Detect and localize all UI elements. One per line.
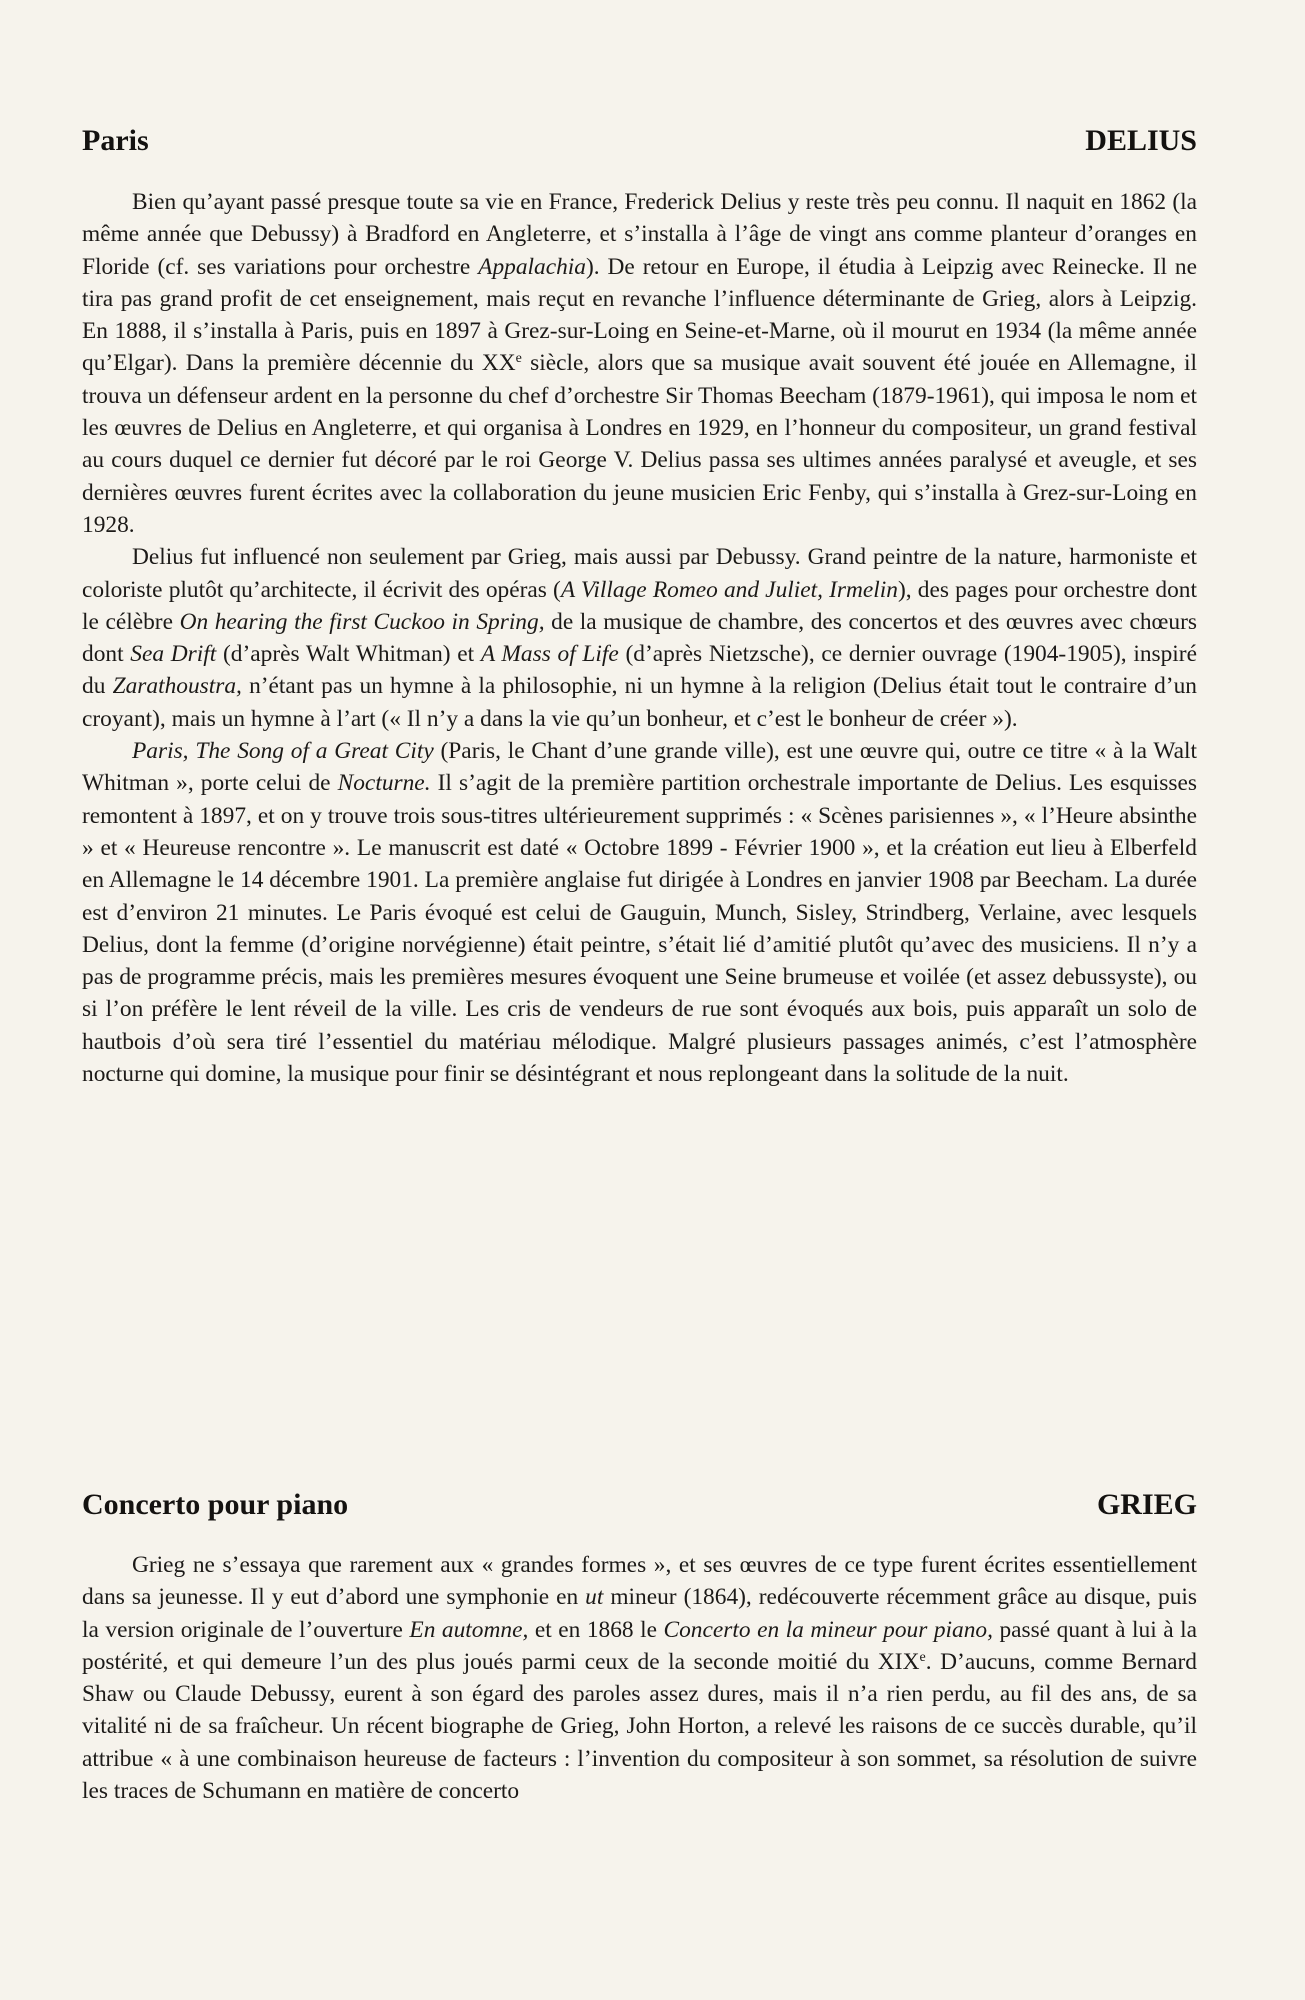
- text-run: (Paris, le Chant d’une grande ville), est une œuvre qui, outre ce titre « à la Walt Whitman », porte celui de: [82, 738, 1197, 797]
- composer-name-grieg: GRIEG: [1096, 1488, 1197, 1521]
- italic-title: Zarathoustra,: [112, 673, 242, 700]
- text-run: (d’après Nietzsche), ce dernier ouvrage (1904-1905), inspiré du: [82, 641, 1197, 700]
- text-run: Grieg ne s’essaya que rarement aux « grandes formes », et ses œuvres de ce type furent écrites essentiellement dans sa jeunesse. Il y eut d’abord une symphonie en: [82, 1552, 1197, 1611]
- paragraph: [82, 541, 1197, 735]
- italic-title: On hearing the first Cuckoo in Spring,: [179, 608, 545, 635]
- text-run: n’étant pas un hymne à la philosophie, ni un hymne à la religion (Delius était tout le contraire d’un croyant), mais un hymne à l’art (« Il n’y a dans la vie qu’un bonheur, et c’est le bonheur de créer »).: [82, 673, 1197, 732]
- text-run: (d’après Walt Whitman) et: [216, 641, 481, 668]
- italic-title: En automne,: [409, 1616, 529, 1643]
- section-header-grieg: [82, 1488, 1197, 1522]
- work-title-paris: Paris: [82, 124, 149, 157]
- superscript: e: [919, 1649, 926, 1665]
- paragraph: [82, 1549, 1197, 1807]
- document-page: [82, 0, 1197, 2000]
- text-run: Bien qu’ayant passé presque toute sa vie en France, Frederick Delius y reste très peu connu. Il naquit en 1862 (la même année que Debussy) à Bradford en Angleterre, et s’installa à l’âge de vingt ans comme planteur d’oranges en Floride (cf. ses variations pour orchestre: [82, 189, 1197, 280]
- superscript: e: [515, 351, 522, 367]
- text-run: et en 1868 le: [528, 1616, 664, 1643]
- italic-title: ut: [585, 1584, 604, 1611]
- italic-title: Paris, The Song of a Great City: [132, 738, 434, 765]
- text-run: ), des pages pour orchestre dont le célèbre: [82, 576, 1198, 635]
- grieg-body-text: [82, 1549, 1197, 1807]
- italic-title: A Mass of Life: [480, 641, 619, 668]
- italic-title: Nocturne.: [337, 770, 431, 797]
- text-run: de la musique de chambre, des concertos et des œuvres avec chœurs dont: [82, 608, 1198, 668]
- text-run: passé quant à lui à la postérité, et qui demeure l’un des plus joués parmi ceux de la seconde moitié du XIX: [82, 1616, 1197, 1675]
- work-title-concerto: Concerto pour piano: [82, 1488, 349, 1521]
- text-run: mineur (1864), redécouverte récemment grâce au disque, puis la version originale de l’ouverture: [82, 1584, 1197, 1643]
- section-header-delius: [82, 124, 1197, 158]
- text-run: Il s’agit de la première partition orchestrale importante de Delius. Les esquisses remontent à 1897, et on y trouve trois sous-titres ultérieurement supprimés : « Scènes parisiennes », « l’Heure absinthe » et « Heureuse rencontre ». Le manuscrit est daté « Octobre 1899 - Février 1900 », et la création eut lieu à Elberfeld en Allemagne le 14 décembre 1901. La première anglaise fut dirigée à Londres en janvier 1908 par Beecham. La durée est d’environ 21 minutes. Le Paris évoqué est celui de Gauguin, Munch, Sisley, Strindberg, Verlaine, avec lesquels Delius, dont la femme (d’origine norvégienne) était peintre, s’était lié d’amitié plutôt qu’avec des musiciens. Il n’y a pas de programme précis, mais les premières mesures évoquent une Seine brumeuse et voilée (et assez debussyste), ou si l’on préfère le lent réveil de la ville. Les cris de vendeurs de rue sont évoqués aux bois, puis apparaît un solo de hautbois d’où sera tiré l’essentiel du matériau mélodique. Malgré plusieurs passages animés, c’est l’atmosphère nocturne qui domine, la musique pour finir se désintégrant et nous replongeant dans la solitude de la nuit.: [82, 770, 1197, 1088]
- italic-title: A Village Romeo and Juliet, Irmelin: [560, 576, 898, 603]
- text-run: . D’aucuns, comme Bernard Shaw ou Claude Debussy, eurent à son égard des paroles assez dures, mais il n’a rien perdu, au fil des ans, de sa vitalité ni de sa fraîcheur. Un récent biographe de Grieg, John Horton, a relevé les raisons de ce succès durable, qu’il attribue « à une combinaison heureuse de facteurs : l’invention du compositeur à son sommet, sa résolution de suivre les traces de Schumann en matière de concerto: [82, 1648, 1197, 1805]
- italic-title: Sea Drift: [130, 641, 217, 668]
- text-run: ). De retour en Europe, il étudia à Leipzig avec Reinecke. Il ne tira pas grand profit de cet enseignement, mais reçut en revanche l’influence déterminante de Grieg, alors à Leipzig. En 1888, il s’installa à Paris, puis en 1897 à Grez-sur-Loing en Seine-et-Marne, où il mourut en 1934 (la même année qu’Elgar). Dans la première décennie du XX: [82, 253, 1197, 377]
- paragraph: [82, 735, 1197, 1090]
- paragraph: [82, 186, 1197, 541]
- composer-name-delius: DELIUS: [1085, 124, 1197, 157]
- italic-title: Concerto en la mineur pour piano,: [663, 1616, 993, 1643]
- delius-body-text: [82, 186, 1197, 1090]
- text-run: Delius fut influencé non seulement par Grieg, mais aussi par Debussy. Grand peintre de la nature, harmoniste et coloriste plutôt qu’architecte, il écrivit des opéras (: [82, 544, 1197, 603]
- italic-title: Appalachia: [478, 253, 586, 280]
- text-run: siècle, alors que sa musique avait souvent été jouée en Allemagne, il trouva un défenseur ardent en la personne du chef d’orchestre Sir Thomas Beecham (1879-1961), qui imposa le nom et les œuvres de Delius en Angleterre, et qui organisa à Londres en 1929, en l’honneur du compositeur, un grand festival au cours duquel ce dernier fut décoré par le roi George V. Delius passa ses ultimes années paralysé et aveugle, et ses dernières œuvres furent écrites avec la collaboration du jeune musicien Eric Fenby, qui s’installa à Grez-sur-Loing en 1928.: [82, 350, 1197, 538]
